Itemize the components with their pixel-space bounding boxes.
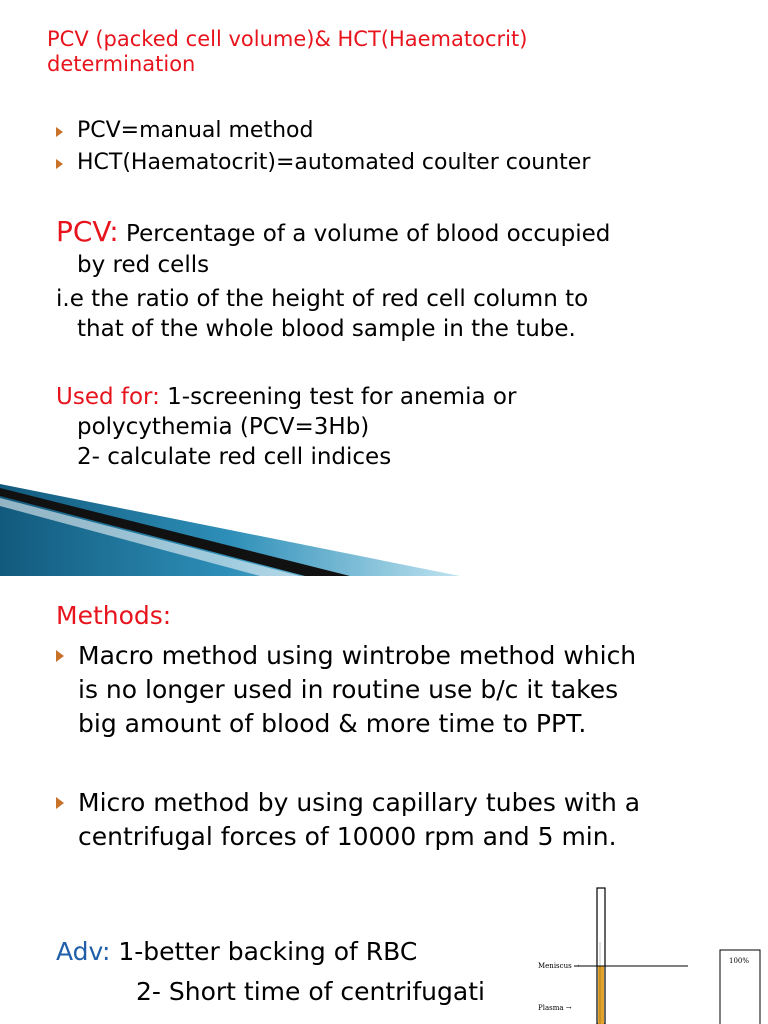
capillary-tube-diagram (530, 884, 768, 1024)
bullet-arrow-icon (56, 127, 63, 137)
adv-heading: Adv: (56, 937, 111, 966)
bullet-arrow-icon (56, 797, 64, 809)
adv-line2: 2- Short time of centrifugati (136, 977, 485, 1006)
methods-heading: Methods: (56, 601, 172, 630)
used-for: Used for: 1-screening test for anemia or (56, 384, 517, 410)
micro-method: Micro method by using capillary tubes with a centrifugal forces of 10000 rpm and 5 min. (78, 788, 641, 851)
pcv-definition-line2: by red cells (77, 252, 210, 278)
pcv-heading: PCV: (56, 215, 119, 248)
ie-line2: that of the whole blood sample in the tube. (77, 316, 576, 342)
macro-method: Macro method using wintrobe method which is no longer used in routine use b/c it takes big amount of blood & more time to PPT. (78, 641, 637, 738)
slide-title: PCV (packed cell volume)& HCT(Haematocrit) determination (47, 27, 528, 76)
bullet-arrow-icon (56, 650, 64, 662)
ie-line1: i.e the ratio of the height of red cell column to (56, 286, 589, 312)
slide-divider-banner (0, 484, 768, 580)
bullet-pcv-method: PCV=manual method (77, 118, 314, 143)
bullet-hct-method: HCT(Haematocrit)=automated coulter counter (77, 150, 591, 175)
plasma-label: Plasma → (538, 1004, 572, 1012)
used-for-heading: Used for: (56, 384, 160, 410)
adv-line1: Adv: 1-better backing of RBC (56, 937, 418, 966)
used-for-line2: polycythemia (PCV=3Hb) (77, 414, 370, 440)
bullet-arrow-icon (56, 159, 63, 169)
meniscus-label: Meniscus → (538, 962, 580, 970)
used-for-line3: 2- calculate red cell indices (77, 444, 392, 470)
percent-label: 100% (729, 957, 750, 965)
pcv-definition: PCV: Percentage of a volume of blood occupied (56, 215, 611, 248)
